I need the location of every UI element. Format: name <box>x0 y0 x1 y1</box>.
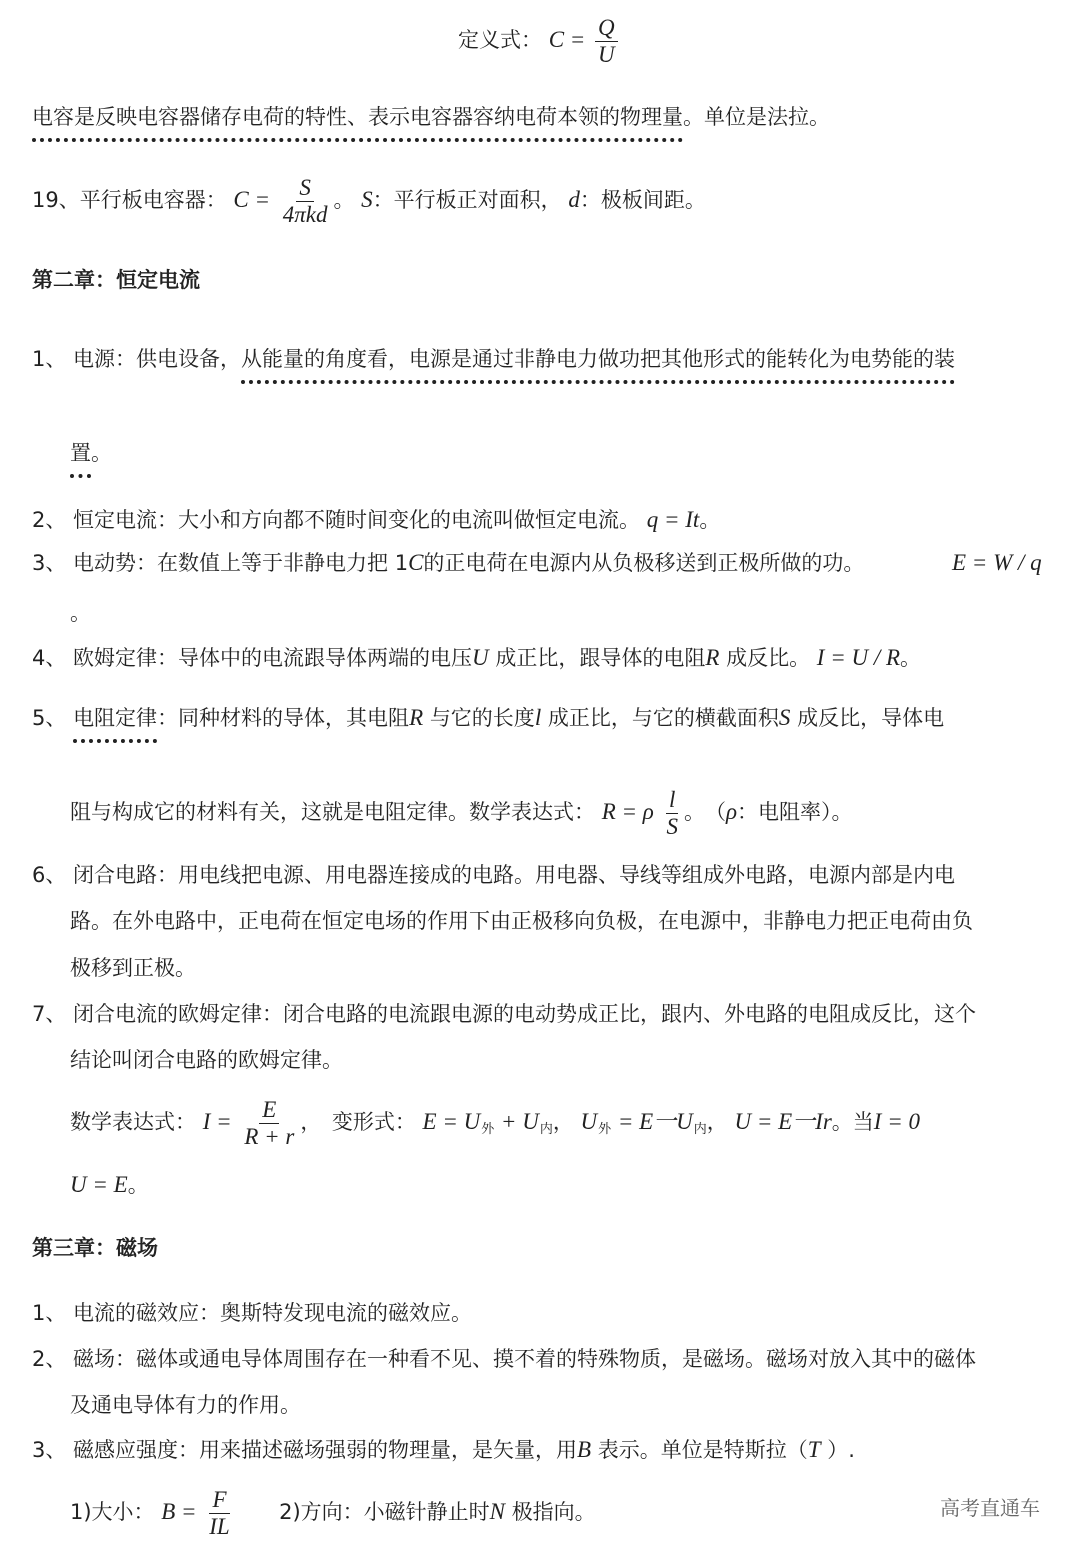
ch2-item-1-line1 <box>32 344 955 374</box>
text: ：极板间距。 <box>579 188 706 212</box>
formula: U <box>580 1109 598 1134</box>
text: 3、 电动势：在数值上等于非静电力把 1 <box>32 551 409 575</box>
emphasis-text: 电容是反映电容器储存电荷的特性、表示电容器容纳电荷本领的物理量 <box>32 105 683 129</box>
text: 数学表达式： <box>70 1110 196 1134</box>
text: ：同种材料的导体，其电阻 <box>157 706 410 730</box>
ch2-item-7-line1: 7、 闭合电流的欧姆定律：闭合电路的电流跟电源的电动势成正比，跟内、外电路的电阻成反比，这个 <box>32 1002 977 1026</box>
text: 1、 电源：供电设备， <box>32 347 242 371</box>
ch2-item-2 <box>32 505 720 535</box>
definition-label: 定义式： <box>458 28 542 52</box>
text: 2)方向：小磁针静止时 <box>279 1500 490 1524</box>
text: 。 <box>91 441 112 465</box>
subscript: 外 <box>481 1122 495 1137</box>
symbol: C <box>408 550 424 575</box>
fraction <box>206 1487 232 1540</box>
subscript: 内 <box>693 1122 707 1137</box>
item-number: 5、 <box>32 706 67 730</box>
text: 3、 磁感应强度：用来描述磁场强弱的物理量，是矢量，用 <box>32 1438 578 1462</box>
text: 。 <box>127 1173 149 1197</box>
text: 成反比。 <box>726 646 811 670</box>
text: 2、 恒定电流：大小和方向都不随时间变化的电流叫做恒定电流。 <box>32 508 641 532</box>
ch3-item-2-line2: 及通电导体有力的作用。 <box>70 1393 301 1417</box>
ch2-item-6-line3: 极移到正极。 <box>70 956 196 980</box>
text: 表示。单位是特斯拉（ <box>597 1438 808 1462</box>
text: ， <box>552 1110 574 1134</box>
text: ， 变形式： <box>300 1110 416 1134</box>
fraction-numerator: S <box>296 175 314 202</box>
text: 的正电荷在电源内从负极移送到正极所做的功。 <box>423 551 865 575</box>
text: 阻与构成它的材料有关，这就是电阻定律。数学表达式： <box>70 800 595 824</box>
ch2-item-6-line2: 路。在外电路中，正电荷在恒定电场的作用下由正极移向负极，在电源中，非静电力把正电荷由负 <box>70 909 973 933</box>
fraction-numerator: Q <box>595 15 618 42</box>
ch2-item-5-line2 <box>70 782 853 842</box>
formula: I = 0 <box>873 1109 920 1134</box>
fraction-denominator: 4πkd <box>282 201 328 227</box>
text: 成反比，导体电 <box>797 706 945 730</box>
fraction-denominator: R + r <box>244 1123 295 1149</box>
fraction-numerator: E <box>259 1097 279 1124</box>
text: 1)大小： <box>70 1500 155 1524</box>
symbol: d <box>568 187 580 212</box>
text: 成正比，跟导体的电阻 <box>495 646 706 670</box>
ch2-item-3-formula: E = W / q <box>952 550 1042 575</box>
text: 。 （ <box>683 800 726 824</box>
watermark: 高考直通车 <box>940 1496 1040 1520</box>
text: ：电阻率）。 <box>737 800 853 824</box>
text: 。 <box>699 508 721 532</box>
emphasis-text: 从能量的角度看，电源是通过非静电力做功把其他形式的能转化为电势能的装 <box>241 347 956 371</box>
text: ）. <box>827 1438 855 1462</box>
ch2-item-7-line2: 结论叫闭合电路的欧姆定律。 <box>70 1048 343 1072</box>
fraction <box>241 1097 297 1150</box>
symbol: N <box>489 1499 505 1524</box>
fraction <box>280 175 331 228</box>
ch2-item-3 <box>32 548 864 578</box>
text: 成正比，与它的横截面积 <box>547 706 779 730</box>
symbol: B <box>577 1437 592 1462</box>
symbol: R <box>705 645 720 670</box>
symbol: S <box>361 187 373 212</box>
text: ：平行板正对面积， <box>372 188 562 212</box>
subscript: 外 <box>598 1122 612 1137</box>
fraction <box>663 787 681 840</box>
ch3-item-2-line1: 2、 磁场：磁体或通电导体周围存在一种看不见、摸不着的特殊物质，是磁场。磁场对放入其中的磁体 <box>32 1347 977 1371</box>
ch2-item-4 <box>32 643 921 673</box>
ch2-item-7-expression <box>70 1092 920 1160</box>
formula: q = It <box>646 507 700 532</box>
ch3-item-3-subitems <box>70 1482 596 1542</box>
fraction <box>595 15 618 68</box>
formula: E = U <box>422 1109 481 1134</box>
text: 。 <box>900 646 922 670</box>
formula: U = E <box>70 1172 128 1197</box>
symbol: T <box>807 1437 821 1462</box>
ch2-item-6-line1: 6、 闭合电路：用电线把电源、用电器连接成的电路。用电器、导线等组成外电路，电源内部是内电 <box>32 863 956 887</box>
ch2-item-3-end: 。 <box>70 601 91 625</box>
ch3-item-1: 1、 电流的磁效应：奥斯特发现电流的磁效应。 <box>32 1301 473 1325</box>
text: 与它的长度 <box>429 706 535 730</box>
formula-lhs: I = <box>202 1109 232 1134</box>
formula-lhs: C = <box>233 187 271 212</box>
fraction-denominator: S <box>666 813 678 839</box>
ch2-item-7-line4 <box>70 1170 149 1200</box>
fraction-numerator: l <box>666 787 678 814</box>
text: 。单位是法拉。 <box>683 105 830 129</box>
text: ， <box>706 1110 728 1134</box>
fraction-denominator: IL <box>209 1513 230 1539</box>
formula: + U <box>500 1109 539 1134</box>
symbol: U <box>472 645 489 670</box>
text: 极指向。 <box>511 1500 596 1524</box>
ch2-item-1-line2 <box>70 438 112 468</box>
text: 4、 欧姆定律：导体中的电流跟导体两端的电压 <box>32 646 473 670</box>
formula-lhs: R = ρ <box>601 799 654 824</box>
symbol: S <box>778 705 791 730</box>
definition-formula <box>458 12 621 68</box>
text: 。当 <box>831 1110 874 1134</box>
capacitance-description <box>32 102 830 132</box>
symbol: ρ <box>725 799 738 824</box>
fraction-numerator: F <box>209 1487 229 1514</box>
symbol: l <box>534 705 542 730</box>
ch2-item-5-line1 <box>32 703 944 733</box>
formula: U = E一Ir <box>734 1109 832 1134</box>
formula-lhs: B = <box>161 1499 197 1524</box>
formula-lhs: C = <box>548 27 586 52</box>
item-19: 19、平行板电容器： C = $\frac{S}{\text{4πkd}}$ 。 S：平行板正对面积， d：极板间距。 <box>32 174 706 227</box>
fraction-denominator: U <box>598 41 615 67</box>
chapter-2-title: 第二章：恒定电流 <box>32 268 200 292</box>
symbol: R <box>409 705 424 730</box>
emphasis-text: 电阻定律 <box>73 706 158 730</box>
emphasis-text: 置 <box>70 441 91 465</box>
formula: I = U / R <box>816 645 901 670</box>
item-label: 19、平行板电容器： <box>32 188 227 212</box>
chapter-3-title: 第三章：磁场 <box>32 1236 158 1260</box>
ch3-item-3 <box>32 1435 855 1465</box>
subscript: 内 <box>539 1122 553 1137</box>
formula: = E一U <box>617 1109 693 1134</box>
